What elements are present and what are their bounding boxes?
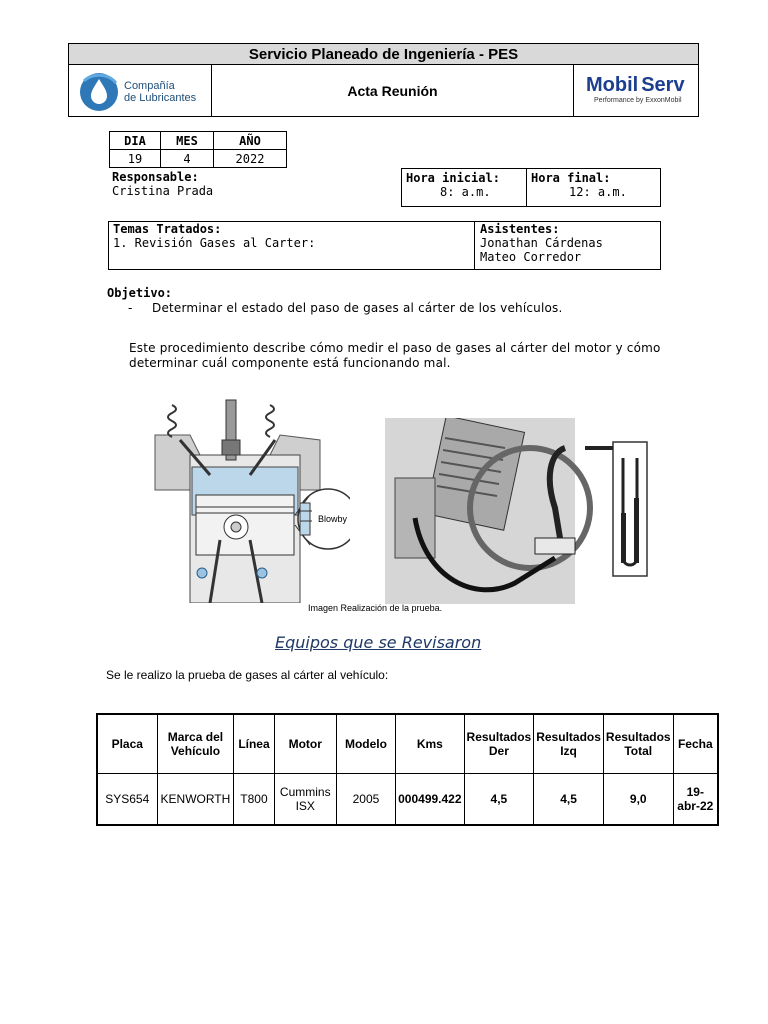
table-header-cell: Motor	[274, 714, 336, 774]
table-cell: Cummins ISX	[274, 774, 336, 826]
serv-logo-text: Serv	[641, 74, 685, 96]
section-title: Equipos que se Revisaron	[275, 633, 482, 652]
asistentes-section	[480, 222, 603, 264]
blowby-test-photo	[385, 418, 650, 604]
table-cell: T800	[234, 774, 274, 826]
month-label: MES	[161, 132, 214, 150]
mobil-logo-text: Mobil	[586, 74, 639, 96]
responsable-section	[112, 170, 213, 198]
temas-section	[113, 222, 315, 250]
document-header-title: Servicio Planeado de Ingeniería - PES	[68, 43, 699, 65]
hora-inicial-label: Hora inicial:	[406, 171, 500, 185]
month-value: 4	[161, 150, 214, 168]
table-cell: SYS654	[97, 774, 157, 826]
hora-final-value: 12: a.m.	[569, 185, 627, 199]
table-row	[97, 774, 718, 826]
temas-divider	[474, 221, 475, 270]
objetivo-bullet-mark: -	[128, 301, 133, 315]
table-header-cell: Modelo	[336, 714, 395, 774]
table-cell: 9,0	[603, 774, 673, 826]
table-cell: 000499.422	[396, 774, 464, 826]
asistente-name: Jonathan Cárdenas	[480, 236, 603, 250]
asistente-name: Mateo Corredor	[480, 250, 582, 264]
company-logo-line2: de Lubricantes	[124, 92, 197, 104]
table-header-cell: Línea	[234, 714, 274, 774]
table-cell: 4,5	[534, 774, 604, 826]
vehicle-results-table	[96, 713, 719, 826]
day-label: DIA	[110, 132, 161, 150]
table-cell: 19-abr-22	[673, 774, 718, 826]
year-value: 2022	[214, 150, 287, 168]
table-cell: KENWORTH	[157, 774, 234, 826]
temas-item: 1. Revisión Gases al Carter:	[113, 236, 316, 250]
date-table	[109, 131, 287, 168]
table-header-cell: Resultados Total	[603, 714, 673, 774]
table-header-cell: Kms	[396, 714, 464, 774]
hora-inicial-value: 8: a.m.	[440, 185, 491, 199]
mobil-logo-subtitle: Performance by ExxonMobil	[594, 97, 682, 104]
responsable-value: Cristina Prada	[112, 184, 214, 198]
hora-final-box	[526, 168, 661, 207]
company-logo-line1: Compañía	[124, 80, 175, 92]
drop-logo-icon	[78, 69, 120, 113]
mobil-serv-logo	[586, 74, 698, 104]
figure-caption: Imagen Realización de la prueba.	[308, 603, 443, 613]
table-header-cell: Marca del Vehículo	[157, 714, 234, 774]
table-header-cell: Resultados Izq	[534, 714, 604, 774]
day-value: 19	[110, 150, 161, 168]
year-label: AÑO	[214, 132, 287, 150]
responsable-label: Responsable:	[112, 170, 199, 184]
temas-label: Temas Tratados:	[113, 222, 222, 236]
table-header-cell: Placa	[97, 714, 157, 774]
table-header-cell: Fecha	[673, 714, 718, 774]
table-cell: 4,5	[464, 774, 534, 826]
asistentes-label: Asistentes:	[480, 222, 560, 236]
piston-blowby-diagram	[150, 395, 350, 603]
objetivo-paragraph-line1: Este procedimiento describe cómo medir el paso de gases al cárter del motor y cómo	[129, 341, 661, 355]
objetivo-bullet: Determinar el estado del paso de gases al cárter de los vehículos.	[152, 301, 563, 315]
objetivo-paragraph-line2: determinar cuál componente está funcionando mal.	[129, 356, 451, 370]
hora-final-label: Hora final:	[531, 171, 611, 185]
blowby-label: Blowby	[318, 514, 348, 524]
table-header-cell: Resultados Der	[464, 714, 534, 774]
table-cell: 2005	[336, 774, 395, 826]
company-logo-cell	[68, 65, 212, 117]
hora-inicial-box	[401, 168, 527, 207]
objetivo-label: Objetivo:	[107, 286, 173, 300]
document-type: Acta Reunión	[212, 65, 574, 117]
intro-text: Se le realizo la prueba de gases al cárter al vehículo:	[106, 668, 389, 682]
